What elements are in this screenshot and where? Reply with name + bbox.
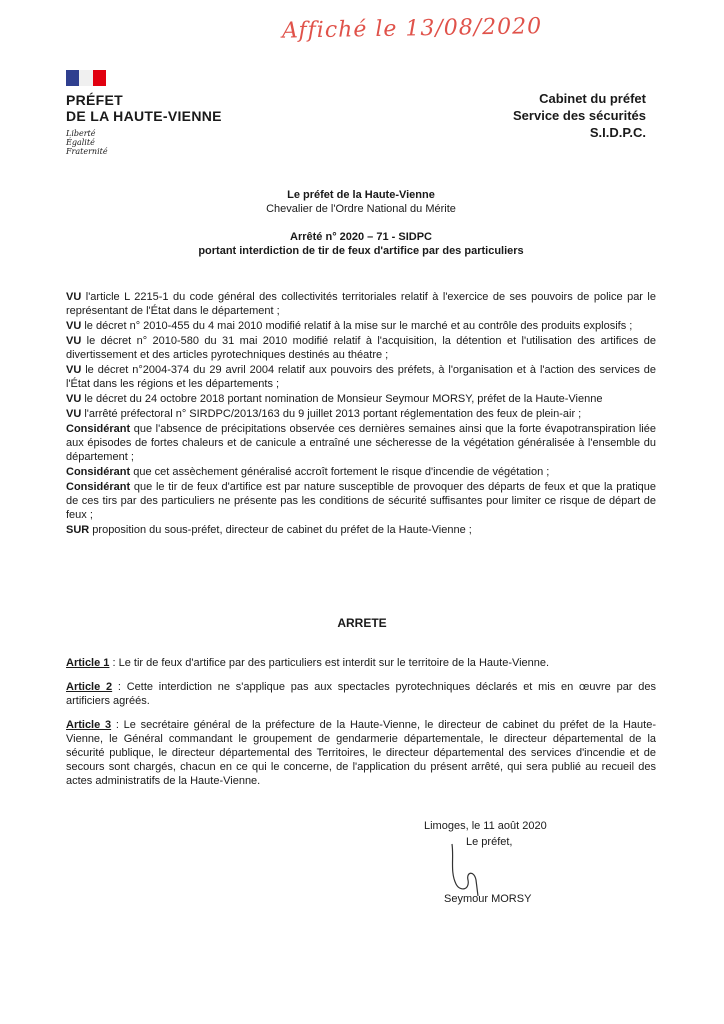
recital-key: VU [66, 408, 82, 420]
article-text: : Cette interdiction ne s'applique pas aux spectacles pyrotechniques déclarés et mis en œuvre par des artificiers agréés. [66, 681, 656, 707]
recital-key: Considérant [66, 481, 131, 493]
articles-list [66, 656, 656, 798]
recital-text: l'arrêté préfectoral n° SIRDPC/2013/163 du 9 juillet 2013 portant réglementation des feux de plein-air ; [81, 408, 582, 420]
recital-item [66, 422, 656, 464]
recital-text: que le tir de feux d'artifice est par nature susceptible de provoquer des départs de feux et que la pratique de ces tirs par des particuliers ne présente pas les conditions de sécurité suffisantes pour limiter ce risque de départ de feux ; [66, 481, 656, 521]
article-text: : Le secrétaire général de la préfecture de la Haute-Vienne, le directeur de cabinet du préfet de la Haute-Vienne, le Général commandant le groupement de gendarmerie départementale, le directeur départemental de la sécurité publique, le directeur départemental des Territoires, le directeur départemental des services d'incendie et de secours sont chargés, chacun en ce qui le concerne, de l'application du présent arrêté, qui sera publié au recueil des actes administratifs de la Haute-Vienne. [66, 719, 656, 787]
recital-item [66, 363, 656, 391]
recital-item [66, 290, 656, 318]
recital-text: le décret n° 2010-580 du 31 mai 2010 modifié relatif à l'acquisition, la détention et l'utilisation des artifices de divertissement et des articles pyrotechniques destinés au théatre ; [66, 335, 656, 361]
article-item [66, 718, 656, 788]
recital-item [66, 392, 656, 406]
recitals-list [66, 290, 656, 538]
recital-key: VU [66, 335, 82, 347]
recital-key: SUR [66, 524, 90, 536]
recital-item [66, 407, 656, 421]
recital-text: proposition du sous-préfet, directeur de cabinet du préfet de la Haute-Vienne ; [89, 524, 472, 536]
recital-text: l'article L 2215-1 du code général des collectivités territoriales relatif à l'exercice de ses pouvoirs de police par le représentant de l'État dans le département ; [66, 291, 656, 317]
article-label: Article 1 [66, 657, 110, 669]
article-text: : Le tir de feux d'artifice par des particuliers est interdit sur le territoire de la Haute-Vienne. [109, 657, 550, 669]
recital-text: le décret du 24 octobre 2018 portant nomination de Monsieur Seymour MORSY, préfet de la Haute-Vienne [81, 393, 603, 405]
republic-motto: Liberté Égalité Fraternité [66, 129, 108, 156]
authority-name-line1: PRÉFET [66, 92, 124, 108]
flag-icon [66, 70, 106, 86]
article-label: Article 2 [66, 681, 113, 693]
article-item [66, 656, 656, 670]
recital-key: VU [66, 320, 82, 332]
recital-key: Considérant [66, 466, 131, 478]
recital-key: VU [66, 393, 82, 405]
recital-item [66, 319, 656, 333]
article-item [66, 680, 656, 708]
place-date: Limoges, le 11 août 2020 [424, 820, 547, 832]
issuer-honor: Chevalier de l'Ordre National du Mérite [266, 203, 456, 215]
handwritten-posting-note: Affiché le 13/08/2020 [281, 14, 543, 44]
recital-text: que l'absence de précipitations observée ces dernières semaines ainsi que la forte évapotranspiration liée aux épisodes de fortes chaleurs et de canicule a entraîné une sécheresse de la végétation généralisée à l'ensemble du département ; [66, 423, 656, 463]
recital-key: VU [66, 364, 82, 376]
decree-number: Arrêté n° 2020 – 71 - SIDPC [290, 231, 432, 243]
recital-item [66, 465, 656, 479]
article-label: Article 3 [66, 719, 112, 731]
arrete-heading: ARRETE [337, 616, 387, 630]
recital-item [66, 334, 656, 362]
decree-subject: portant interdiction de tir de feux d'artifice par des particuliers [198, 245, 524, 257]
signer-name: Seymour MORSY [444, 893, 532, 905]
authority-name-line2: DE LA HAUTE-VIENNE [66, 108, 222, 124]
prefecture-logo [66, 70, 222, 156]
recital-item [66, 523, 656, 537]
recital-text: le décret n°2004-374 du 29 avril 2004 relatif aux pouvoirs des préfets, à l'organisation et à l'action des services de l'État dans les régions et les départements ; [66, 364, 656, 390]
recital-item [66, 480, 656, 522]
recital-text: que cet assèchement généralisé accroît fortement le risque d'incendie de végétation ; [130, 466, 550, 478]
recital-key: Considérant [66, 423, 131, 435]
signer-role: Le préfet, [466, 836, 513, 848]
handwritten-signature [440, 840, 500, 900]
recital-key: VU [66, 291, 82, 303]
recital-text: le décret n° 2010-455 du 4 mai 2010 modifié relatif à la mise sur le marché et au contrôle des produits explosifs ; [81, 320, 633, 332]
issuer-title: Le préfet de la Haute-Vienne [287, 189, 435, 201]
decree-title-block [66, 188, 656, 258]
issuing-service: Cabinet du préfet Service des sécurités S.I.D.P.C. [513, 91, 646, 140]
